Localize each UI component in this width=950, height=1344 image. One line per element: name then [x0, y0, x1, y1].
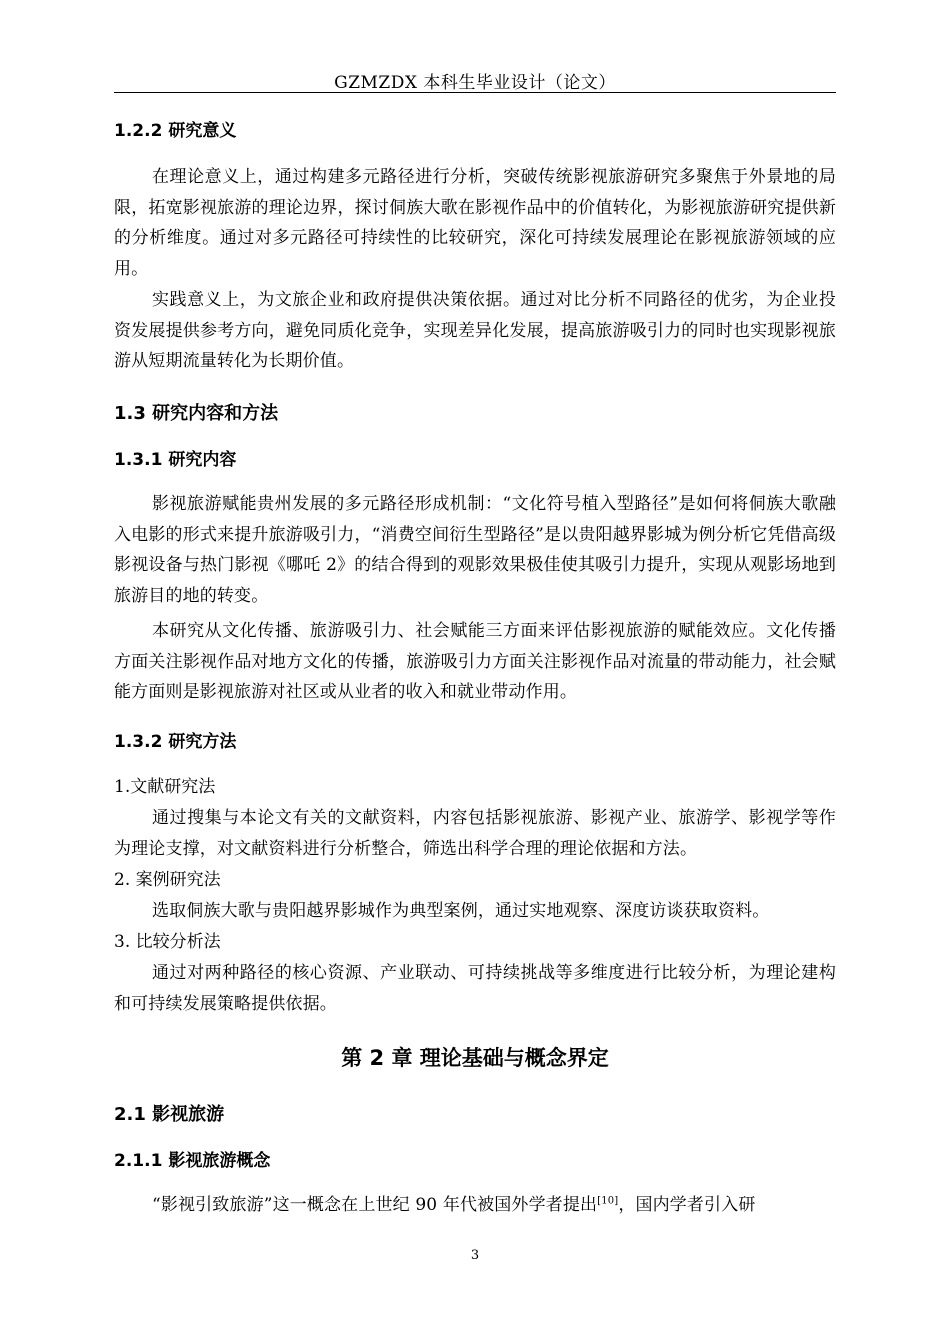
method-2-title: 2. 案例研究法: [114, 870, 221, 890]
method-1-text: 通过搜集与本论文有关的文献资料，内容包括影视旅游、影视产业、旅游学、影视学等作为理论支撑，对文献资料进行分析整合，筛选出科学合理的理论依据和方法。: [114, 808, 836, 859]
heading-2-1-1: 2.1.1 影视旅游概念: [114, 1151, 271, 1171]
heading-1-3: 1.3 研究内容和方法: [114, 403, 279, 424]
paragraph-theory-significance: 在理论意义上，通过构建多元路径进行分析，突破传统影视旅游研究多聚焦于外景地的局限，拓宽影视旅游的理论边界，探讨侗族大歌在影视作品中的价值转化，为影视旅游研究提供新的分析维度。通过对多元路径可持续性的比较研究，深化可持续发展理论在影视旅游领域的应用。: [114, 167, 836, 279]
heading-1-3-1: 1.3.1 研究内容: [114, 450, 237, 470]
paragraph-research-content-1: 影视旅游赋能贵州发展的多元路径形成机制：“文化符号植入型路径”是如何将侗族大歌融入电影的形式来提升旅游吸引力，“消费空间衍生型路径”是以贵阳越界影城为例分析它凭借高级影视设备与热门影视《哪吒 2》的结合得到的观影效果极佳使其吸引力提升，实现从观影场地到旅游目的地的转变。: [114, 494, 836, 606]
paragraph-practice-significance: 实践意义上，为文旅企业和政府提供决策依据。通过对比分析不同路径的优劣，为企业投资发展提供参考方向，避免同质化竞争，实现差异化发展，提高旅游吸引力的同时也实现影视旅游从短期流量转化为长期价值。: [114, 290, 836, 371]
running-header: GZMZDX 本科生毕业设计（论文）: [334, 73, 616, 93]
heading-1-3-2: 1.3.2 研究方法: [114, 732, 237, 752]
page-number: 3: [470, 1248, 480, 1263]
citation-10: [10]: [597, 1195, 619, 1207]
method-1-title: 1.文献研究法: [114, 777, 216, 797]
paragraph-text-end: ，国内学者引入研: [618, 1195, 756, 1215]
method-3-title: 3. 比较分析法: [114, 932, 221, 952]
heading-1-2-2: 1.2.2 研究意义: [114, 121, 237, 141]
header-divider: [114, 92, 836, 93]
heading-2-1: 2.1 影视旅游: [114, 1104, 225, 1125]
paragraph-text-start: “影视引致旅游”这一概念在上世纪 90 年代被国外学者提出: [152, 1195, 598, 1215]
method-3-text: 通过对两种路径的核心资源、产业联动、可持续挑战等多维度进行比较分析，为理论建构和可持续发展策略提供依据。: [114, 963, 836, 1014]
method-2-text: 选取侗族大歌与贵阳越界影城作为典型案例，通过实地观察、深度访谈获取资料。: [152, 901, 770, 921]
paragraph-film-tourism-concept: [114, 1190, 836, 1221]
chapter-2-title: 第 2 章 理论基础与概念界定: [341, 1046, 609, 1070]
paragraph-research-content-2: 本研究从文化传播、旅游吸引力、社会赋能三方面来评估影视旅游的赋能效应。文化传播方面关注影视作品对地方文化的传播，旅游吸引力方面关注影视作品对流量的带动能力，社会赋能方面则是影视旅游对社区或从业者的收入和就业带动作用。: [114, 621, 836, 702]
